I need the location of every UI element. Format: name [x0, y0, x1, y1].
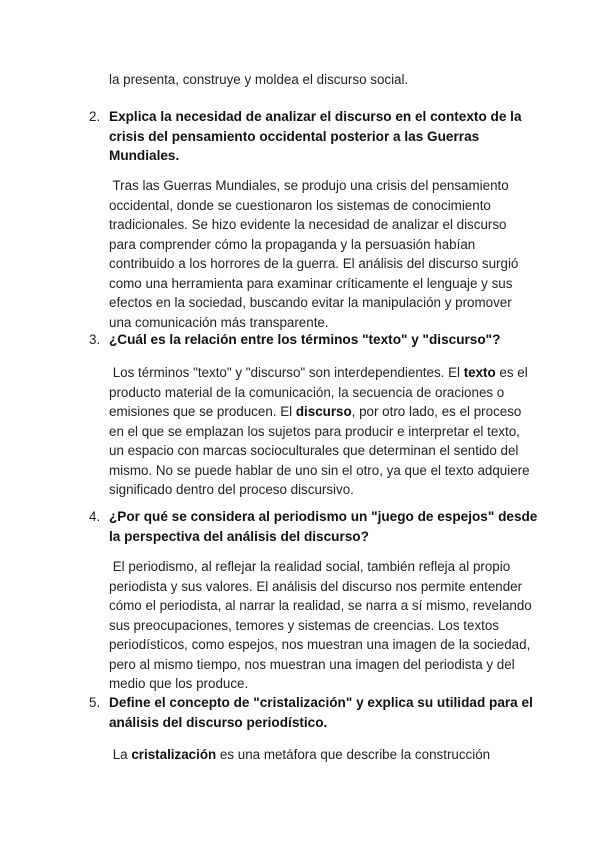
text-segment: mismo. No se puede hablar de uno sin el otro, ya que el texto adquiere	[109, 462, 530, 478]
text-segment: periodista y sus valores. El análisis del discurso nos permite entender	[109, 578, 523, 594]
text-line	[109, 713, 549, 733]
list-number: 4.	[89, 509, 101, 524]
answer-paragraph	[109, 557, 549, 694]
question-heading	[89, 507, 549, 546]
text-segment: significado dentro del proceso discursivo.	[109, 482, 354, 497]
text-line	[109, 461, 549, 481]
text-segment: es una metáfora que describe la construcción	[216, 747, 491, 762]
text-line	[109, 146, 549, 166]
text-segment: ¿Por qué se considera al periodismo un "juego de espejos" desde	[109, 509, 538, 524]
text-segment: , por otro lado, es el proceso	[351, 404, 522, 419]
text-line	[109, 596, 549, 616]
text-segment: la presenta, construye y moldea el discurso social.	[109, 72, 409, 87]
text-line	[109, 176, 549, 196]
text-line	[109, 215, 549, 235]
text-segment: Define el concepto de "cristalización" y explica su utilidad para el	[109, 695, 533, 710]
text-line	[109, 577, 549, 597]
text-segment: La	[109, 747, 132, 762]
text-line	[109, 363, 549, 383]
text-line	[109, 480, 549, 500]
text-segment: efectos en la sociedad, buscando evitar la manipulación y promover	[109, 295, 512, 310]
text-line	[109, 674, 549, 694]
answer-paragraph	[109, 745, 549, 765]
text-segment: tradicionales. Se hizo evidente la necesidad de analizar el discurso	[109, 217, 507, 232]
text-segment: para comprender cómo la propaganda y la persuasión habían	[109, 236, 476, 252]
text-segment: El periodismo, al reflejar la realidad social, también refleja al propio	[109, 559, 511, 574]
text-segment: Mundiales.	[109, 148, 180, 163]
text-line	[109, 383, 549, 403]
text-line	[109, 107, 549, 127]
text-segment: Tras las Guerras Mundiales, se produjo una crisis del pensamiento	[109, 178, 509, 193]
text-line	[109, 254, 549, 274]
text-segment: análisis del discurso periodístico.	[109, 714, 328, 730]
text-segment: contribuido a los horrores de la guerra. El análisis del discurso surgió	[109, 256, 519, 271]
text-segment: cómo el periodista, al narrar la realidad, se narra a sí mismo, revelando	[109, 598, 532, 613]
bold-term: cristalización	[131, 747, 217, 762]
text-line	[109, 527, 549, 547]
text-segment: medio que los produce.	[109, 676, 249, 691]
answer-paragraph	[109, 363, 549, 500]
text-segment: crisis del pensamiento occidental posterior a las Guerras	[109, 128, 480, 144]
text-segment: producto material de la comunicación, la secuencia de oraciones o	[109, 384, 505, 400]
text-segment: una comunicación más transparente.	[109, 314, 329, 330]
text-line	[109, 330, 549, 350]
text-line	[109, 635, 549, 655]
text-line	[109, 441, 549, 461]
text-line	[109, 655, 549, 675]
bold-term: discurso	[295, 404, 352, 419]
question-heading	[89, 107, 549, 166]
list-number: 3.	[89, 332, 101, 347]
text-line	[109, 293, 549, 313]
list-number: 2.	[89, 109, 101, 124]
text-line	[109, 235, 549, 255]
text-line	[109, 70, 549, 90]
text-segment: emisiones que se producen. El	[109, 404, 296, 419]
question-heading	[89, 330, 549, 350]
text-segment: un espacio con marcas socioculturales que determinan el sentido del	[109, 443, 519, 458]
list-number: 5.	[89, 695, 101, 710]
text-segment: Explica la necesidad de analizar el discurso en el contexto de la	[109, 109, 522, 124]
text-line	[109, 402, 549, 422]
text-line	[109, 507, 549, 527]
text-segment: la perspectiva del análisis del discurso?	[109, 528, 369, 544]
text-segment: en el que se emplazan los sujetos para producir e interpretar el texto,	[109, 423, 520, 439]
text-line	[109, 557, 549, 577]
text-segment: es el	[495, 365, 528, 380]
text-segment: sus preocupaciones, temores y sistemas de creencias. Los textos	[109, 617, 500, 633]
text-line	[109, 616, 549, 636]
text-segment: Los términos "texto" y "discurso" son interdependientes. El	[109, 365, 464, 380]
text-line	[109, 422, 549, 442]
text-line	[109, 693, 549, 713]
bold-term: texto	[463, 365, 496, 380]
text-line	[109, 274, 549, 294]
text-segment: ¿Cuál es la relación entre los términos "texto" y "discurso"?	[109, 332, 501, 347]
text-segment: como una herramienta para examinar críticamente el lenguaje y sus	[109, 275, 513, 291]
intro-paragraph	[109, 70, 549, 90]
text-line	[109, 196, 549, 216]
question-heading	[89, 693, 549, 732]
text-segment: periodísticos, como espejos, nos muestran una imagen de la sociedad,	[109, 637, 531, 652]
text-line	[109, 745, 549, 765]
text-line	[109, 127, 549, 147]
text-segment: occidental, donde se cuestionaron los sistemas de conocimiento	[109, 197, 491, 213]
answer-paragraph	[109, 176, 549, 332]
text-segment: pero al mismo tiempo, nos muestran una imagen del periodista y del	[109, 656, 515, 672]
